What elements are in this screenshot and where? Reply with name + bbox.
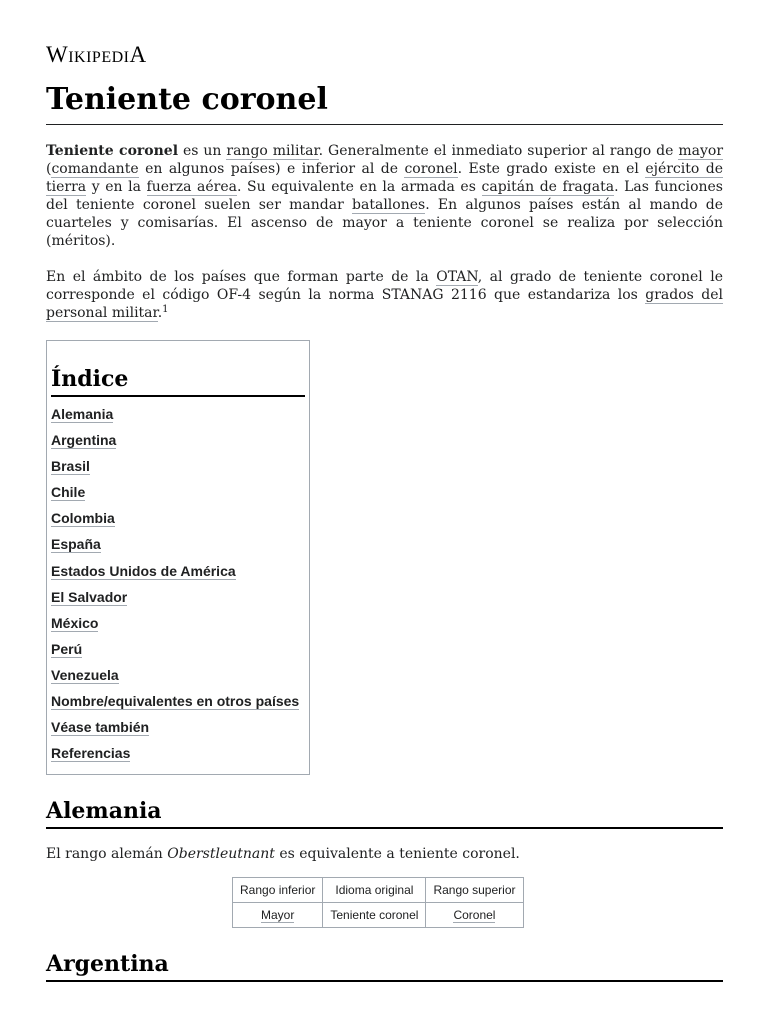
intro-text: y en la [86,179,147,196]
toc-item-venezuela[interactable] [51,664,299,690]
toc-item-label: Venezuela [51,666,119,683]
alemania-term: Oberstleutnant [167,846,275,862]
wordmark-last: A [129,42,147,67]
link-batallones[interactable]: batallones [352,197,426,214]
otan-text: que estandariza los [486,287,646,304]
toc-item-alemania[interactable] [51,403,299,429]
toc-item-label: Colombia [51,510,115,527]
toc-item-colombia[interactable] [51,507,299,533]
otan-text: . [157,305,163,322]
wordmark-first: W [46,42,69,67]
toc-item-label: Alemania [51,406,114,422]
alemania-text: es equivalente a teniente coronel. [274,846,520,862]
link-grados-del-personal-militar[interactable]: grados del personal militar [46,287,723,322]
page-title: Teniente coronel [46,78,723,125]
toc-item-label: Argentina [51,432,117,449]
toc-item-label: México [51,614,99,631]
toc-item-el-salvador[interactable] [51,586,299,612]
toc-item-argentina[interactable] [51,429,299,455]
intro-text: es un [178,143,227,159]
toc-item-nombre-equivalentes[interactable] [51,690,299,716]
alemania-paragraph [46,845,723,863]
toc-item-peru[interactable] [51,638,299,664]
link-coronel[interactable]: coronel [404,161,458,178]
header-rango-inferior: Rango inferior [233,878,323,903]
alemania-text: El rango alemán [46,846,168,862]
section-heading-argentina: Argentina [46,948,723,982]
toc-item-vease-tambien[interactable] [51,716,299,742]
toc-item-estados-unidos[interactable] [51,560,299,586]
intro-text: . En algunos países están al mando de cuarteles y comisarías. El ascenso de mayor a teniente coronel se realiza por selección (méritos). [46,197,723,250]
toc-list [51,403,299,768]
toc-item-label: Perú [51,640,83,657]
intro-text: . Las funciones del teniente coronel suelen ser mandar [46,179,723,214]
intro-text: . Generalmente el inmediato superior al rango de [318,143,679,159]
header-rango-superior: Rango superior [426,878,523,903]
link-ejercito-de-tierra[interactable]: ejército de tierra [46,161,723,196]
toc-item-label: Véase también [51,719,150,736]
table-header-row [233,878,524,903]
stanag-term: STANAG 2116 [381,287,487,304]
link-coronel-table[interactable]: Coronel [453,908,496,922]
toc-item-brasil[interactable] [51,455,299,481]
rank-table [232,877,524,928]
toc-item-label: Referencias [51,745,131,762]
toc-item-label: Estados Unidos de América [51,562,236,579]
toc-item-mexico[interactable] [51,612,299,638]
link-mayor-table[interactable]: Mayor [261,908,295,922]
cell-rango-superior [426,903,523,928]
intro-bold-term: Teniente coronel [46,143,179,159]
link-fuerza-aerea[interactable]: fuerza aérea [146,179,237,196]
toc-item-label: El Salvador [51,588,128,605]
toc-item-chile[interactable] [51,481,299,507]
cell-rango-inferior [233,903,323,928]
intro-text: ( [46,161,52,178]
link-rango-militar[interactable]: rango militar [226,143,319,159]
intro-text: en algunos países) e inferior al de [138,161,405,178]
otan-text: , al grado de teniente coronel le corresponde el código OF-4 según la norma [46,269,723,304]
header-idioma-original: Idioma original [323,878,426,903]
toc-item-label: Chile [51,484,86,501]
toc-item-espana[interactable] [51,533,299,559]
link-comandante[interactable]: comandante [51,161,139,178]
intro-text: . Su equivalente en la armada es [237,179,482,196]
cell-idioma-original: Teniente coronel [323,903,426,928]
wordmark-rest: ikipedi [68,42,130,67]
section-heading-alemania: Alemania [46,795,723,829]
toc-item-label: Nombre/equivalentes en otros países [51,693,300,710]
toc-item-label: España [51,536,101,553]
otan-paragraph [46,268,723,322]
intro-paragraph [46,142,723,251]
link-capitan-de-fragata[interactable]: capitán de fragata [481,179,615,196]
toc-item-label: Brasil [51,458,90,475]
link-mayor[interactable]: mayor [678,143,724,159]
reference-marker[interactable]: 1 [162,304,169,316]
link-otan[interactable]: OTAN [436,269,478,285]
toc-title: Índice [51,363,305,397]
toc-item-referencias[interactable] [51,742,299,768]
otan-text: En el ámbito de los países que forman parte de la [46,269,437,285]
intro-text: . Este grado existe en el [457,161,646,178]
table-of-contents [46,340,310,775]
wikipedia-wordmark[interactable] [46,42,147,68]
table-row [233,903,524,928]
